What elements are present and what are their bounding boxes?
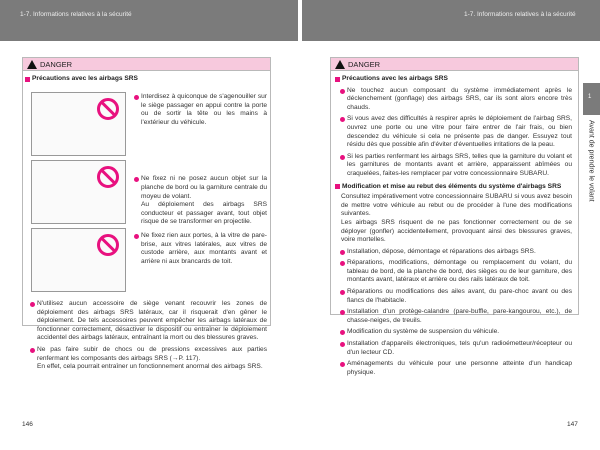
list-item: Réparations ou modifications des ailes avant, du pare-choc avant ou des flancs de l'habitacle. [339, 288, 572, 305]
section-title: Précautions avec les airbags SRS [342, 75, 448, 82]
illustration-kneeling-passenger [31, 92, 126, 156]
paragraph: Consultez impérativement votre concessionnaire SUBARU si vous avez besoin de mettre votre véhicule au rebut ou de procéder à l'une des modifications suivantes. [341, 193, 572, 218]
list-item: Aménagements du véhicule pour une personne atteinte d'un handicap physique. [339, 360, 572, 377]
section-heading [25, 75, 270, 84]
danger-title [23, 58, 270, 71]
section-title: Précautions avec les airbags SRS [32, 75, 138, 82]
danger-title [331, 58, 578, 71]
section-title: Modification et mise au rebut des éléments du système d'airbags SRS [342, 182, 562, 190]
warning-icon [27, 60, 37, 69]
page-header-left [0, 0, 298, 41]
list-item: Modification du système de suspension du véhicule. [339, 328, 572, 337]
list-item: Si vous avez des difficultés à respirer après le déploiement de l'airbag SRS, ouvrez une porte ou une vitre pour faire entrer de l'air frais, ou bien descendez du véhicule si cela ne présente pas de danger. Essuyez tout résidu dès que possible afin d'éviter d'éventuelles irritations de la peau. [339, 115, 572, 149]
chapter-title-vertical: Avant de prendre le volant [587, 120, 595, 202]
square-bullet-icon [335, 184, 340, 189]
list-item: Installation, dépose, démontage et réparations des airbags SRS. [339, 248, 572, 257]
danger-box-right [330, 57, 579, 376]
list-item: Réparations, modifications, démontage ou remplacement du volant, du tableau de bord, de la planche de bord, des sièges ou de leur garniture, des montants avant, latéraux et arrière ou des rails latéraux de toit. [339, 259, 572, 285]
list-item: Interdisez à quiconque de s'agenouiller sur le siège passager en appui contre la porte ou de sortir la tête ou les mains à l'extérieur du véhicule. [133, 93, 267, 127]
list-item: Si les parties renfermant les airbags SRS, telles que la garniture du volant et les garnitures de montants avant et arrière, apparaissent abîmées ou craquelées, faites-les remplacer par votre concessionnaire SUBARU. [339, 153, 572, 179]
paragraph: En effet, cela pourrait entraîner un fonctionnement anormal des airbags SRS. [37, 363, 263, 371]
section-heading [335, 183, 572, 192]
prohibited-icon [97, 98, 119, 120]
illustration-dashboard-object [31, 160, 126, 224]
page-number-right: 147 [567, 421, 578, 428]
danger-label: DANGER [40, 59, 73, 69]
danger-label: DANGER [348, 59, 381, 69]
header-title: 1-7. Informations relatives à la sécurité [464, 11, 576, 18]
list-item: N'utilisez aucun accessoire de siège venant recouvrir les zones de déploiement des airbags SRS latéraux, car il risquerait d'en gêner le déploiement. De tels accessoires peuvent empêcher les airbags latéraux de fonctionner correctement, désactiver le dispositif ou entraîner le déploiement accidentel des airbags latéraux, entraînant la mort ou des blessures graves. [29, 300, 267, 343]
list-item: Ne pas faire subir de chocs ou de pressions excessives aux parties renfermant les composants des airbags SRS (→P. 117). [29, 346, 267, 363]
danger-box-left [22, 57, 271, 371]
paragraph: Au déploiement des airbags SRS conducteur et passager avant, tout objet risque de se transformer en projectile. [141, 201, 267, 226]
page-header-right [302, 0, 600, 41]
square-bullet-icon [25, 77, 30, 82]
warning-icon [335, 60, 345, 69]
paragraph: Les airbags SRS risquent de ne pas fonctionner correctement ou de se déployer (gonfler) accidentellement, provoquant ainsi des blessures graves, voire mortelles. [341, 218, 572, 244]
square-bullet-icon [335, 77, 340, 82]
prohibited-icon [97, 166, 119, 188]
list-item: Ne touchez aucun composant du système immédiatement après le déclenchement (gonflage) des airbags SRS, car ils sont alors encore très chauds. [339, 87, 572, 113]
header-title: 1-7. Informations relatives à la sécurité [20, 11, 132, 18]
section-heading [335, 75, 572, 84]
prohibited-icon [97, 234, 119, 256]
list-item: Ne fixez ni ne posez aucun objet sur la planche de bord ou la garniture centrale du moyeu de volant. [133, 175, 267, 201]
chapter-tab[interactable]: 1 [583, 83, 600, 115]
list-item: Ne fixez rien aux portes, à la vitre de pare-brise, aux vitres latérales, aux vitres de custode arrière, aux montants avant et arrière ni aux brancards de toit. [133, 232, 267, 266]
page-number-left: 146 [22, 421, 33, 428]
list-item: Installation d'un protège-calandre (pare-buffle, pare-kangourou, etc.), de chasse-neiges, de treuils. [339, 308, 572, 325]
illustration-roof-rails [31, 228, 126, 292]
list-item: Installation d'appareils électroniques, tels qu'un radioémetteur/récepteur ou d'un lecteur CD. [339, 340, 572, 357]
